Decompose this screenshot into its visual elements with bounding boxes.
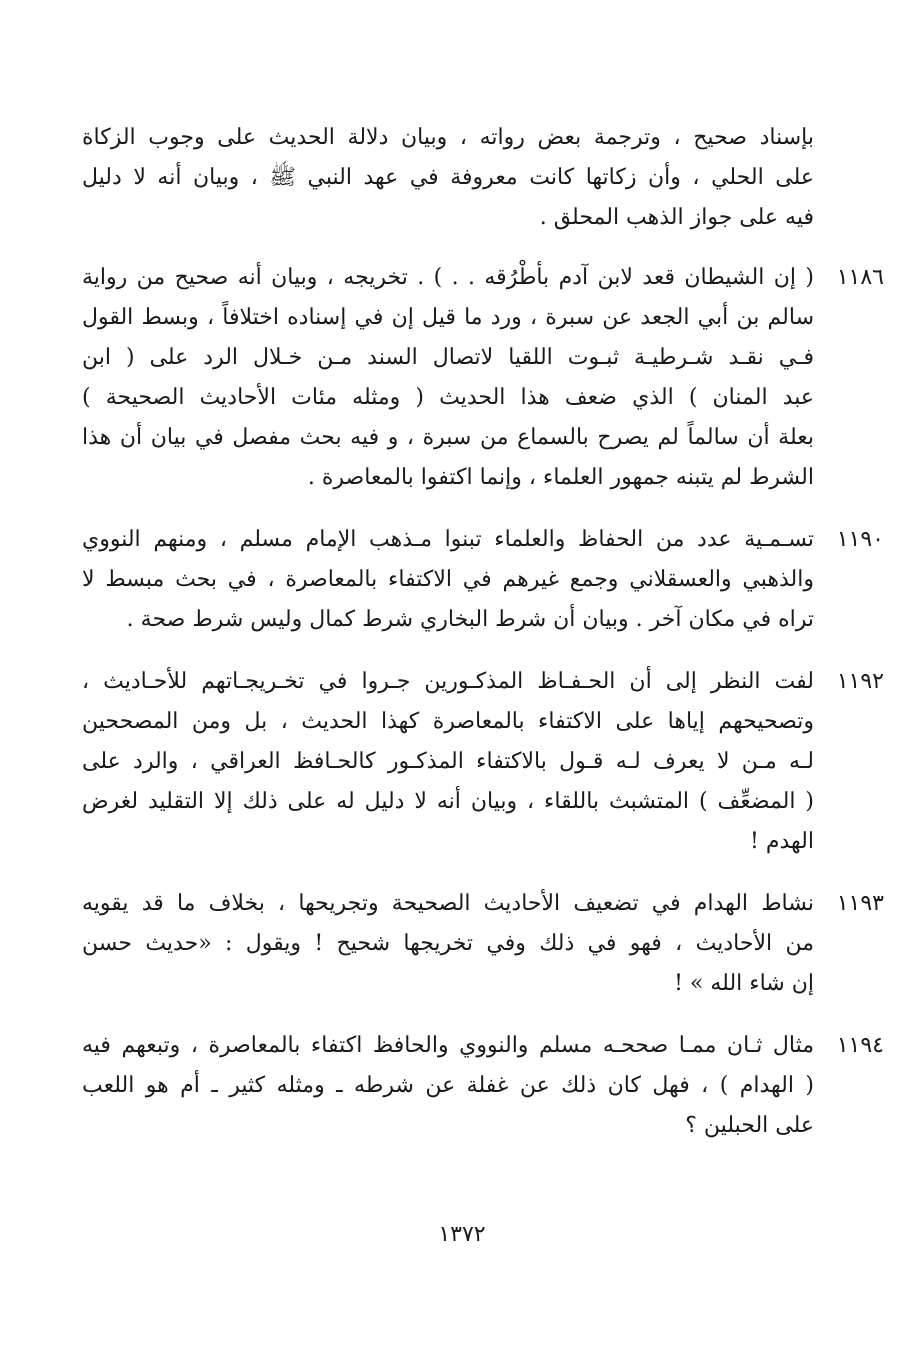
entry-line: مثال ثـان ممـا صححـه مسلم والنووي والحافظ اكتفاء بالمعاصرة ، وتبعهم فيه — [82, 1033, 814, 1058]
entry-number: ١١٩٢ — [836, 669, 884, 694]
entry-number: ١١٩٠ — [836, 527, 884, 552]
entry-line: الهدم ! — [750, 829, 814, 854]
entry-line: نشاط الهدام في تضعيف الأحاديث الصحيحة وتجريحها ، بخلاف ما قد يقويه — [82, 891, 814, 916]
index-entry — [82, 520, 884, 640]
entry-number: ١١٩٤ — [836, 1033, 884, 1058]
entry-line: إن شاء الله » ! — [674, 971, 814, 996]
entry-line: فـي نقـد شـرطيـة ثبـوت اللقيا لاتصال السند مـن خـلال الرد على ( ابن — [82, 345, 814, 370]
entry-line: ( الهدام ) ، فهل كان ذلك عن غفلة عن شرطه ـ ومثله كثير ـ أم هو اللعب — [82, 1073, 814, 1098]
entry-line: وتصحيحهم إياها على الاكتفاء بالمعاصرة كهذا الحديث ، بل ومن المصححين — [82, 709, 814, 734]
intro-paragraph — [82, 118, 814, 238]
entry-line: الشرط لم يتبنه جمهور العلماء ، وإنما اكتفوا بالمعاصرة . — [307, 465, 814, 490]
entry-line: سالم بن أبي الجعد عن سبرة ، ورد ما قيل إن في إسناده اختلافاً ، وبسط القول — [82, 305, 814, 330]
entry-line: ( المضعِّف ) المتشبث باللقاء ، وبيان أنه لا دليل له على ذلك إلا التقليد لغرض — [82, 789, 814, 814]
entry-line: تراه في مكان آخر . وبيان أن شرط البخاري شرط كمال وليس شرط صحة . — [126, 607, 814, 632]
page-number: ١٣٧٢ — [438, 1222, 486, 1247]
entry-line: على الحبلين ؟ — [685, 1113, 814, 1138]
index-entry — [82, 1026, 884, 1146]
intro-line: فيه على جواز الذهب المحلق . — [539, 205, 814, 230]
entry-line: ( إن الشيطان قعد لابن آدم بأطْرُقه . . ) . تخريجه ، وبيان أنه صحيح من رواية — [82, 265, 814, 290]
entry-line: تسـمـية عدد من الحفاظ والعلماء تبنوا مـذهب الإمام مسلم ، ومنهم النووي — [82, 527, 814, 552]
entry-line: والذهبي والعسقلاني وجمع غيرهم في الاكتفاء بالمعاصرة ، في بحث مبسط لا — [82, 567, 814, 592]
entry-line: عبد المنان ) الذي ضعف هذا الحديث ( ومثله مئات الأحاديث الصحيحة ) — [82, 385, 814, 410]
index-entry — [82, 884, 884, 1004]
entry-number: ١١٨٦ — [836, 265, 884, 290]
entry-line: لـه مـن لا يعرف لـه قـول بالاكتفاء المذكـور كالحـافظ العراقي ، والرد على — [82, 749, 814, 774]
index-entry — [82, 258, 884, 498]
entry-line: لفت النظر إلى أن الحـفـاظ المذكـورين جـروا في تخـريجـاتهم للأحـاديث ، — [82, 669, 814, 694]
index-entry — [82, 662, 884, 862]
entry-line: بعلة أن سالماً لم يصرح بالسماع من سبرة ، و فيه بحث مفصل في بيان أن هذا — [82, 425, 814, 450]
entry-line: من الأحاديث ، فهو في ذلك وفي تخريجها شحيح ! ويقول : «حديث حسن — [82, 931, 814, 956]
intro-line: على الحلي ، وأن زكاتها كانت معروفة في عهد النبي ﷺ ، وبيان أنه لا دليل — [82, 165, 814, 190]
intro-line: بإسناد صحيح ، وترجمة بعض رواته ، وبيان دلالة الحديث على وجوب الزكاة — [82, 125, 814, 150]
entry-number: ١١٩٣ — [836, 891, 884, 916]
